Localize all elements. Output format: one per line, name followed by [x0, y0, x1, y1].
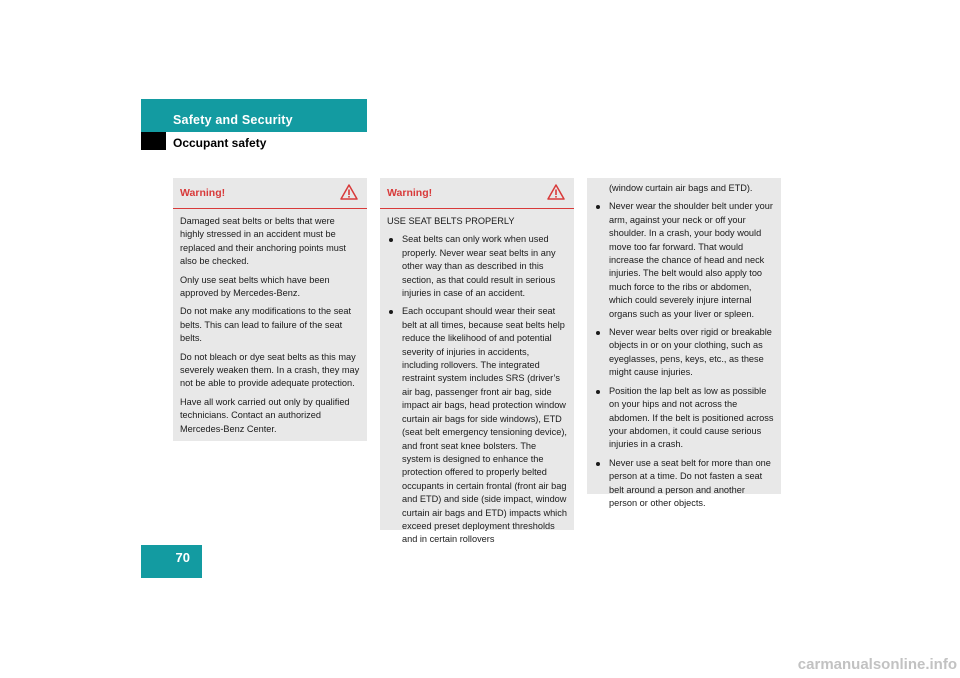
list-item: Seat belts can only work when used properly. Never wear seat belts in any other way than as described in this section, as that could result in serious injuries in case of an accident. — [387, 233, 567, 300]
warning-panel-2 — [380, 178, 574, 545]
page-number-box — [141, 545, 202, 578]
watermark: carmanualsonline.info — [797, 656, 957, 673]
warning-triangle-icon — [340, 184, 358, 200]
list-item: Never use a seat belt for more than one person at a time. Do not fasten a seat belt around a person and another person or other objects. — [594, 457, 774, 511]
paragraph: Damaged seat belts or belts that were highly stressed in an accident must be replaced and their anchoring points must also be checked. — [180, 216, 346, 267]
subsection-marker — [141, 132, 166, 150]
bullet-list — [594, 200, 774, 510]
paragraph: Have all work carried out only by qualified technicians. Contact an authorized Mercedes-Benz Center. — [180, 396, 350, 434]
list-item: Position the lap belt as low as possible on your hips and not across the abdomen. If the belt is positioned across your abdomen, it could cause serious injuries in a crash. — [594, 385, 774, 452]
warning-panel-2-header — [380, 178, 574, 209]
warning-panel-1-header — [173, 178, 367, 209]
page-number: 70 — [175, 550, 190, 565]
warning-label: Warning! — [387, 187, 433, 199]
warning-label: Warning! — [180, 187, 226, 199]
continuation-text: (window curtain air bags and ETD). — [609, 183, 753, 193]
section-title: Safety and Security — [173, 113, 293, 127]
list-item: Each occupant should wear their seat belt at all times, because seat belts help reduce the likelihood of and potential severity of injuries in accidents, including rollovers. The integrated restraint system includes SRS (driver’s air bag, passenger front air bag, side impact air bags, head protection window curtain air bags for side windows), ETD (seat belt emergency tensioning device), and front seat knee bolsters. The system is designed to enhance the protection offered to properly belted occupants in certain frontal (front air bag and ETD) and side (side impact, window curtain air bags and ETD) impacts which exceed preset deployment thresholds and in certain rollovers — [387, 305, 567, 546]
paragraph: Do not make any modifications to the seat belts. This can lead to failure of the seat belts. — [180, 306, 352, 344]
paragraph: Only use seat belts which have been approved by Mercedes-Benz. — [180, 274, 330, 299]
bullet-list — [387, 233, 567, 546]
paragraph: Do not bleach or dye seat belts as this may severely weaken them. In a crash, they may not be able to provide adequate protection. — [180, 351, 360, 389]
subsection-title: Occupant safety — [173, 136, 267, 150]
list-item: Never wear the shoulder belt under your arm, against your neck or off your shoulder. In a crash, your body would move too far forward. That would increase the chance of head and neck injuries. The belt would also apply too much force to the ribs or abdomen, which could severely injure internal organs such as your liver or spleen. — [594, 200, 774, 321]
warning-heading: USE SEAT BELTS PROPERLY — [387, 216, 515, 226]
warning-panel-1 — [173, 178, 367, 441]
warning-panel-3-body — [587, 178, 781, 510]
warning-triangle-icon — [547, 184, 565, 200]
warning-panel-3 — [587, 178, 781, 508]
warning-panel-2-body — [380, 209, 574, 547]
list-item: Never wear belts over rigid or breakable objects in or on your clothing, such as eyeglasses, pens, keys, etc., as these might cause injuries. — [594, 326, 774, 380]
warning-panel-1-body — [173, 209, 367, 436]
